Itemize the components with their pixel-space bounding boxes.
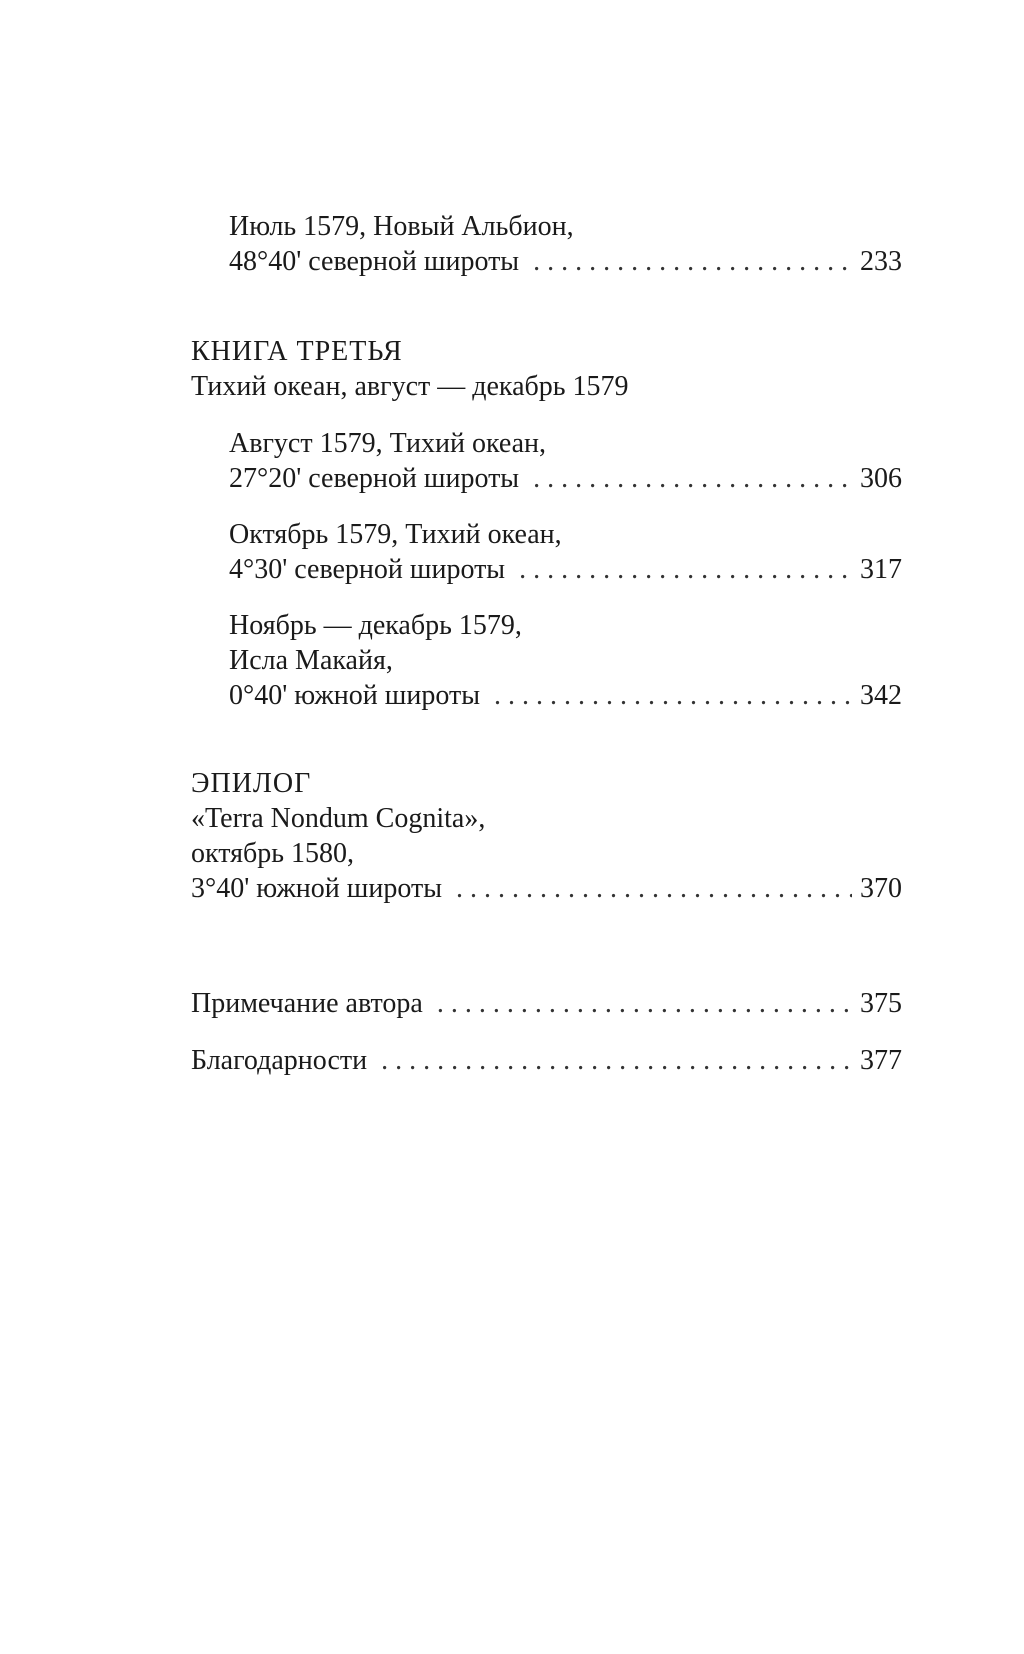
toc-entry-acknowledgements[interactable] bbox=[191, 1044, 902, 1078]
dot-leader bbox=[494, 679, 852, 713]
acknowledgements-label: Благодарности bbox=[191, 1045, 368, 1076]
toc-entry-august[interactable] bbox=[229, 462, 902, 496]
epilogue-line1: «Terra Nondum Cognita», bbox=[191, 803, 486, 834]
toc-entry-july-line1: Июль 1579, Новый Альбион, bbox=[229, 211, 574, 242]
dot-leader bbox=[533, 462, 852, 496]
toc-entry-epilogue[interactable] bbox=[191, 872, 902, 906]
epilogue-line3: 3°40' южной широты bbox=[191, 873, 443, 904]
toc-entry-july-line2: 48°40' северной широты bbox=[229, 246, 520, 277]
epilogue-heading: ЭПИЛОГ bbox=[191, 768, 312, 799]
toc-entry-november-line1: Ноябрь — декабрь 1579, bbox=[229, 610, 522, 641]
toc-entry-november[interactable] bbox=[229, 679, 902, 713]
toc-entry-author-note[interactable] bbox=[191, 987, 902, 1021]
toc-entry-october-line1: Октябрь 1579, Тихий океан, bbox=[229, 519, 562, 550]
toc-entry-july[interactable] bbox=[229, 245, 902, 279]
toc-entry-october-page: 317 bbox=[860, 554, 902, 585]
toc-entry-july-page: 233 bbox=[860, 246, 902, 277]
toc-entry-october-line2: 4°30' северной широты bbox=[229, 554, 506, 585]
author-note-page: 375 bbox=[860, 988, 902, 1019]
epilogue-page: 370 bbox=[860, 873, 902, 904]
toc-entry-november-line2: Исла Макайя, bbox=[229, 645, 393, 676]
book-three-subtitle: Тихий океан, август — декабрь 1579 bbox=[191, 371, 629, 402]
dot-leader bbox=[533, 245, 852, 279]
dot-leader bbox=[437, 987, 852, 1021]
author-note-label: Примечание автора bbox=[191, 988, 423, 1019]
toc-entry-october[interactable] bbox=[229, 553, 902, 587]
dot-leader bbox=[381, 1044, 852, 1078]
toc-entry-august-line1: Август 1579, Тихий океан, bbox=[229, 428, 547, 459]
toc-entry-november-line3: 0°40' южной широты bbox=[229, 680, 481, 711]
dot-leader bbox=[456, 872, 852, 906]
acknowledgements-page: 377 bbox=[860, 1045, 902, 1076]
toc-entry-august-line2: 27°20' северной широты bbox=[229, 463, 520, 494]
toc-entry-november-page: 342 bbox=[860, 680, 902, 711]
dot-leader bbox=[519, 553, 852, 587]
toc-entry-august-page: 306 bbox=[860, 463, 902, 494]
epilogue-line2: октябрь 1580, bbox=[191, 838, 354, 869]
book-three-heading: КНИГА ТРЕТЬЯ bbox=[191, 336, 403, 367]
